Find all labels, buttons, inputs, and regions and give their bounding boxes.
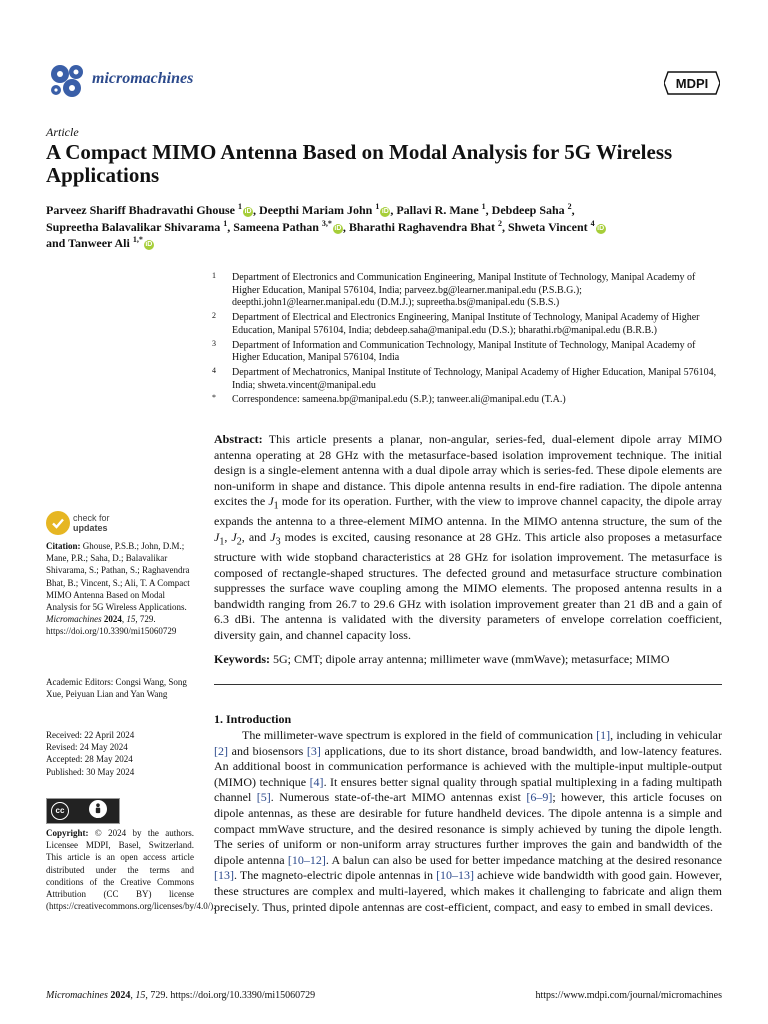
mode-j2: J <box>231 529 237 544</box>
affiliation-number: 1 <box>212 271 216 280</box>
mode-j2-sub: 2 <box>236 536 242 548</box>
author-name: Bharathi Raghavendra Bhat <box>348 219 495 234</box>
affiliation-item <box>212 394 722 407</box>
abstract-and: , and <box>241 529 271 544</box>
intro-text-6: . Numerous state-of-the-art MIMO antennas exist <box>270 790 527 805</box>
author-affiliation-mark: 2 <box>567 202 572 211</box>
orcid-icon[interactable]: iD <box>381 208 389 215</box>
intro-text-4: applications, due to its short distance, broad bandwidth, and low-latency features. An additional boost in communication performance is achieved with the multiple-input multiple-output (MIMO) technique <box>214 743 722 789</box>
ref-link[interactable]: [6–9] <box>526 790 553 805</box>
abstract-comma: , <box>224 529 232 544</box>
affiliations <box>212 272 722 409</box>
check-updates-icon <box>46 511 70 535</box>
published-date: Published: 30 May 2024 <box>46 766 135 777</box>
orcid-icon[interactable]: iD <box>145 241 153 248</box>
ref-link[interactable]: [3] <box>306 743 321 758</box>
copyright-text: © 2024 by the authors. Licensee MDPI, Basel, Switzerland. This article is an open access article distributed under the terms and conditions of the Creative Commons Attribution (CC BY) license (https://creativecommons.org/licenses/by/4.0/). <box>46 828 216 912</box>
abstract <box>214 432 722 644</box>
ref-link[interactable]: [5] <box>256 790 271 805</box>
citation-text-a: Ghouse, P.S.B.; John, D.M.; Mane, P.R.; Saha, D.; Balavalikar Shivarama, S.; Pathan, S.; Raghavendra Bhat, B.; Vincent, S.; Ali, T. A Compact MIMO Antenna Based on Modal Analysis for 5G Wireless Applications. <box>46 541 190 613</box>
dates-block <box>46 729 194 778</box>
author-list <box>46 202 736 252</box>
abstract-part-1: This article presents a planar, non-angular, series-fed, dual-element dipole array MIMO antenna operating at 28 GHz with the metasurface-based isolation improvement technique. The initial design is a single-element antenna with a dual dipole array which is series-fed. These dipole elements are non-uniform in shape and distance. This dipole antenna results in end-fire radiation. The dipole antenna excites the <box>214 432 722 509</box>
affiliation-text: Department of Mechatronics, Manipal Institute of Technology, Manipal Academy of Higher Education, Manipal 576104, India; shweta.vincent@manipal.edu <box>232 366 717 391</box>
author-affiliation-mark: 1,* <box>132 235 143 244</box>
mode-j1b-sub: 1 <box>219 536 225 548</box>
copyright-block <box>46 827 216 912</box>
author-affiliation-mark: 1 <box>375 202 380 211</box>
footer-volume: 15 <box>135 990 146 1001</box>
affiliation-number: 2 <box>212 311 216 321</box>
footer-citation <box>46 990 315 1001</box>
author-name: Debdeep Saha <box>491 203 565 217</box>
author-separator: , <box>227 219 234 234</box>
by-label: BY <box>95 814 103 820</box>
check-for-updates-badge[interactable] <box>46 511 176 537</box>
accepted-date: Accepted: 28 May 2024 <box>46 754 133 765</box>
footer-sep: , <box>130 990 136 1001</box>
keywords <box>214 652 722 668</box>
citation-block <box>46 540 194 638</box>
copyright-label: Copyright: <box>46 828 89 838</box>
affiliation-text: Correspondence: sameena.bp@manipal.edu (S.P.); tanweer.ali@manipal.edu (T.A.) <box>232 394 566 406</box>
affiliation-text: Department of Information and Communication Technology, Manipal Institute of Technology, Manipal Academy of Higher Education, Manipal 576104, India <box>232 339 696 364</box>
intro-text-3: and biosensors <box>228 743 307 758</box>
keywords-label: Keywords: <box>214 652 270 666</box>
cc-by-license-badge[interactable] <box>46 798 120 824</box>
intro-text-7: ; however, this article focuses on dipole antennas, as these are desirable for future handheld devices. The dipole antenna is a simple and compact mmWave structure, and the desired resonance is simply achieved by tuning the dipole length. The series of uniform or non-uniform array structures further improves the gain and bandwidth of the dipole antenna <box>214 790 723 867</box>
journal-name: micromachines <box>92 70 194 87</box>
orcid-icon[interactable]: iD <box>334 224 342 232</box>
ref-link[interactable]: [1] <box>596 728 611 742</box>
ref-link[interactable]: [10–13] <box>436 868 475 883</box>
citation-volume: 15 <box>126 614 136 625</box>
footer-journal: Micromachines <box>46 990 108 1001</box>
keywords-text: 5G; CMT; dipole array antenna; millimeter wave (mmWave); metasurface; MIMO <box>270 652 670 666</box>
citation-label: Citation: <box>46 541 81 551</box>
author-name: Shweta Vincent <box>507 219 588 234</box>
mode-j1: J <box>268 494 274 509</box>
check-updates-line1: check for <box>73 513 110 523</box>
author-name: Pallavi R. Mane <box>396 203 479 217</box>
intro-text-1: The millimeter-wave spectrum is explored in the field of communication <box>242 728 597 742</box>
academic-editors: Academic Editors: Congsi Wang, Song Xue, Peiyuan Lian and Yan Wang <box>46 677 187 700</box>
affiliation-number: 4 <box>212 365 216 375</box>
ref-link[interactable]: [13] <box>214 868 234 883</box>
footer-year: 2024 <box>107 990 131 1001</box>
author-separator: , <box>390 203 397 217</box>
affiliation-item <box>212 340 722 365</box>
introduction-paragraph <box>214 728 722 915</box>
author-separator: , <box>253 203 259 217</box>
orcid-icon[interactable]: iD <box>597 224 605 232</box>
journal-logo-icon <box>46 60 90 100</box>
author-affiliation-mark: 1 <box>238 202 242 211</box>
author-name: Sameena Pathan <box>233 219 319 234</box>
author-separator: , <box>571 203 575 217</box>
mdpi-logo <box>664 70 720 96</box>
intro-text-2: , including in vehicular <box>610 728 722 742</box>
affiliation-item <box>212 367 722 392</box>
author-affiliation-mark: 1 <box>223 218 228 228</box>
ref-link[interactable]: [4] <box>309 774 324 789</box>
author-name: Deepthi Mariam John <box>259 203 373 217</box>
author-name: and Tanweer Ali <box>46 236 130 250</box>
author-separator: , <box>485 203 492 217</box>
divider <box>214 684 722 685</box>
mode-j3-sub: 3 <box>275 536 281 548</box>
received-date: Received: 22 April 2024 <box>46 730 135 740</box>
author-separator: , <box>501 219 508 234</box>
citation-journal: Micromachines <box>46 614 102 625</box>
abstract-part-3: modes is excited, causing resonance at 28 GHz. This article also proposes a metasurface structure with wide stopband characteristics at 28 GHz for isolation improvement. The metasurface is composed of rectangle-shaped structures. The defected ground and metasurface structure combination suppresses the surface wave coupling among the MIMO elements. The proposed antenna results in a bandwidth ranging from 26.7 to 29.6 GHz with isolation improvement greater than 21 dB and a gain of 6.3 dBi. The antenna is validated with the diversity parameters of envelope correlation coefficient, diversity gain, and channel capacity loss. <box>214 529 723 642</box>
author-affiliation-mark: 2 <box>497 218 502 228</box>
mdpi-logo-text: MDPI <box>675 76 709 91</box>
ref-link[interactable]: [10–12] <box>287 852 326 867</box>
affiliation-item <box>212 312 722 337</box>
citation-text-b[interactable]: , 729. https://doi.org/10.3390/mi15060729 <box>46 614 177 637</box>
intro-text-10: achieve wide bandwidth with good gain. However, these structures are complex and multi-layered, which makes it challenging to fabricate and align them precisely. Thus, printed dipole antennas are cost-efficient, compact, and easy to embed in small devices. <box>214 868 722 914</box>
mode-j1b: J <box>214 529 220 544</box>
mode-j3: J <box>270 529 276 544</box>
intro-text-8: . A balun can also be used for better impedance matching at the desired resonance <box>325 852 722 867</box>
article-title: A Compact MIMO Antenna Based on Modal Analysis for 5G Wireless Applications <box>46 140 673 187</box>
article-type: Article <box>46 125 79 139</box>
citation-year: 2024 <box>101 614 122 625</box>
cc-icon: cc <box>51 802 69 820</box>
revised-date: Revised: 24 May 2024 <box>46 742 128 753</box>
author-name: Parveez Shariff Bhadravathi Ghouse <box>46 203 235 217</box>
author-separator: , <box>342 219 349 234</box>
author-affiliation-mark: 4 <box>590 218 595 228</box>
intro-text-5: . It ensures better signal quality through spatial multiplexing in a fading multipath channel <box>214 774 722 805</box>
ref-link[interactable]: [2] <box>214 743 228 758</box>
footer-doi[interactable]: , 729. https://doi.org/10.3390/mi15060729 <box>145 990 316 1001</box>
section-heading: 1. Introduction <box>214 712 292 726</box>
mode-j1-sub: 1 <box>273 500 279 512</box>
author-name: Supreetha Balavalikar Shivarama <box>46 219 221 234</box>
author-affiliation-mark: 3,* <box>321 218 332 228</box>
footer-journal-url[interactable]: https://www.mdpi.com/journal/micromachines <box>535 990 722 1001</box>
affiliation-text: Department of Electrical and Electronics Engineering, Manipal Institute of Technology, Manipal Academy of Higher Education, Manipal 576104, India; debdeep.saha@manipal.edu (D.S.); bharathi.rb@manipal.edu (B.R.B.) <box>232 312 700 336</box>
abstract-label: Abstract: <box>214 432 263 446</box>
check-updates-line2: updates <box>73 523 108 533</box>
abstract-part-2: mode for its operation. Further, with the view to improve channel capacity, the dipole array expands the antenna to a three-element MIMO antenna. In the MIMO antenna structure, the sum of the <box>214 494 722 529</box>
intro-text-9: . The magneto-electric dipole antennas in <box>234 868 437 883</box>
affiliation-number: 3 <box>212 338 216 348</box>
orcid-icon[interactable]: iD <box>244 208 252 215</box>
affiliation-number: * <box>212 393 216 403</box>
citation-comma: , <box>121 614 127 625</box>
affiliation-text: Department of Electronics and Communication Engineering, Manipal Institute of Technology, Manipal Academy of Higher Education, Manipal 576104, India; parveez.bg@learner.manipal.edu (P.S.B.G.); deepthi.john1@learner.manipal.edu (D.M.J.); supreetha.bs@manipal.edu (S.B.S.) <box>232 272 696 309</box>
affiliation-item <box>212 272 722 310</box>
author-affiliation-mark: 1 <box>481 202 486 211</box>
